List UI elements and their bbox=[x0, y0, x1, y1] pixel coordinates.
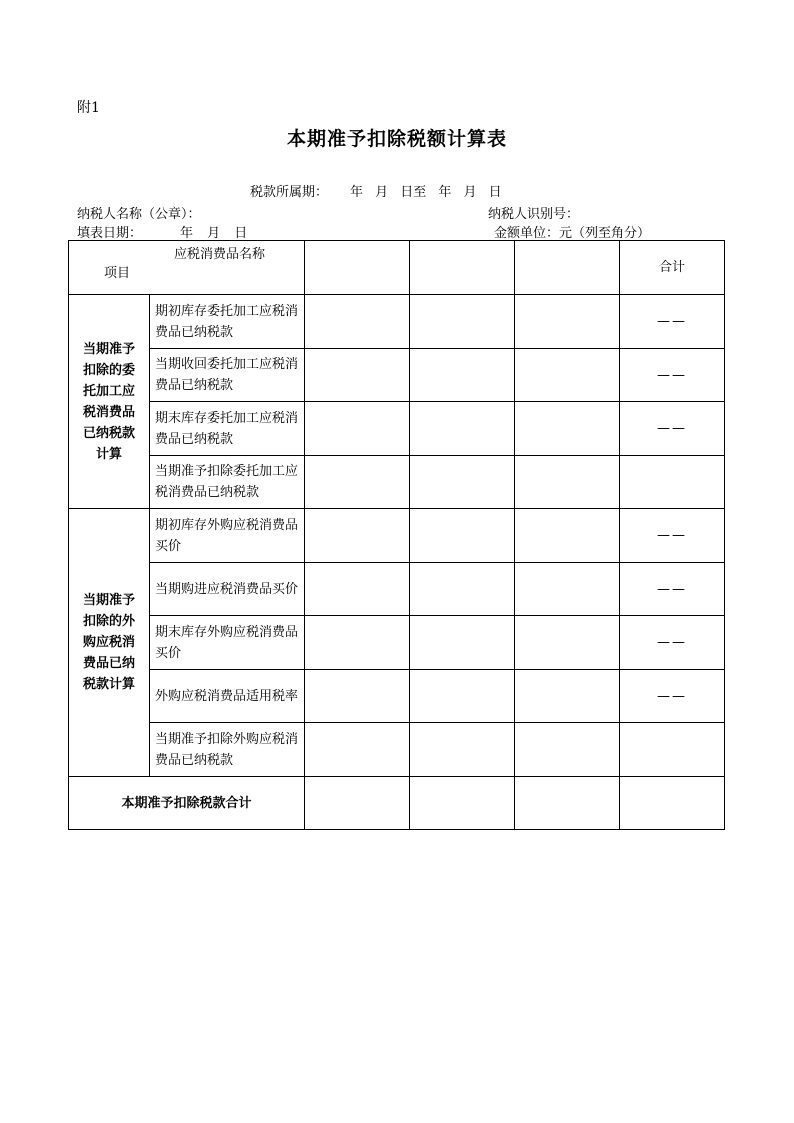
table-row bbox=[69, 456, 725, 509]
amount-unit: 金额单位：元（列至角分） bbox=[494, 226, 651, 241]
value-cell[interactable] bbox=[515, 616, 620, 670]
row-label: 期初库存委托加工应税消费品已纳税款 bbox=[150, 295, 305, 349]
value-cell[interactable] bbox=[305, 670, 410, 723]
tax-period-value: 年 月 日至 年 月 日 bbox=[350, 185, 502, 200]
fill-date-value: 年 月 日 bbox=[180, 226, 248, 241]
row-label: 期末库存委托加工应税消费品已纳税款 bbox=[150, 402, 305, 456]
value-cell[interactable] bbox=[515, 563, 620, 616]
grand-total-cell[interactable] bbox=[620, 777, 725, 830]
table-row bbox=[69, 616, 725, 670]
row-label: 外购应税消费品适用税率 bbox=[150, 670, 305, 723]
value-cell[interactable] bbox=[410, 402, 515, 456]
row-label: 当期准予扣除委托加工应税消费品已纳税款 bbox=[150, 456, 305, 509]
product-column-1-input[interactable] bbox=[305, 241, 410, 295]
total-cell: —— bbox=[620, 616, 725, 670]
product-column-3-input[interactable] bbox=[515, 241, 620, 295]
item-header: 项目 bbox=[104, 266, 131, 281]
value-cell[interactable] bbox=[305, 777, 410, 830]
value-cell[interactable] bbox=[515, 295, 620, 349]
total-cell[interactable] bbox=[620, 456, 725, 509]
table-row bbox=[69, 723, 725, 777]
value-cell[interactable] bbox=[515, 670, 620, 723]
value-cell[interactable] bbox=[410, 509, 515, 563]
group-label-entrusted: 当期准予扣除的委托加工应税消费品已纳税款计算 bbox=[69, 295, 150, 509]
total-cell: —— bbox=[620, 349, 725, 402]
value-cell[interactable] bbox=[305, 563, 410, 616]
product-column-2-input[interactable] bbox=[410, 241, 515, 295]
header-row bbox=[69, 241, 725, 295]
value-cell[interactable] bbox=[410, 456, 515, 509]
page-title: 本期准予扣除税额计算表 bbox=[286, 128, 507, 150]
total-cell: —— bbox=[620, 509, 725, 563]
table-row bbox=[69, 295, 725, 349]
grand-total-row bbox=[69, 777, 725, 830]
total-cell: —— bbox=[620, 670, 725, 723]
table-row bbox=[69, 349, 725, 402]
grand-total-label: 本期准予扣除税款合计 bbox=[69, 777, 305, 830]
value-cell[interactable] bbox=[410, 295, 515, 349]
value-cell[interactable] bbox=[305, 509, 410, 563]
value-cell[interactable] bbox=[305, 723, 410, 777]
row-label: 期初库存外购应税消费品买价 bbox=[150, 509, 305, 563]
value-cell[interactable] bbox=[305, 295, 410, 349]
taxpayer-id-label: 纳税人识别号： bbox=[488, 207, 580, 222]
value-cell[interactable] bbox=[305, 349, 410, 402]
row-label: 当期准予扣除外购应税消费品已纳税款 bbox=[150, 723, 305, 777]
value-cell[interactable] bbox=[410, 723, 515, 777]
value-cell[interactable] bbox=[410, 563, 515, 616]
row-label: 当期购进应税消费品买价 bbox=[150, 563, 305, 616]
value-cell[interactable] bbox=[515, 402, 620, 456]
tax-period-label: 税款所属期： bbox=[250, 185, 329, 200]
value-cell[interactable] bbox=[515, 777, 620, 830]
total-cell[interactable] bbox=[620, 723, 725, 777]
fill-date-label: 填表日期： bbox=[77, 226, 143, 241]
product-name-header: 应税消费品名称 bbox=[174, 247, 266, 262]
total-cell: —— bbox=[620, 563, 725, 616]
appendix-label: 附1 bbox=[77, 100, 100, 116]
value-cell[interactable] bbox=[515, 456, 620, 509]
header-diagonal-cell bbox=[69, 241, 305, 295]
value-cell[interactable] bbox=[515, 723, 620, 777]
value-cell[interactable] bbox=[410, 616, 515, 670]
row-label: 期末库存外购应税消费品买价 bbox=[150, 616, 305, 670]
taxpayer-name-label: 纳税人名称（公章）： bbox=[77, 207, 201, 222]
total-cell: —— bbox=[620, 402, 725, 456]
group-label-purchased: 当期准予扣除的外购应税消费品已纳税款计算 bbox=[69, 509, 150, 777]
total-cell: —— bbox=[620, 295, 725, 349]
value-cell[interactable] bbox=[515, 509, 620, 563]
value-cell[interactable] bbox=[305, 616, 410, 670]
value-cell[interactable] bbox=[305, 402, 410, 456]
deduction-table bbox=[68, 240, 725, 830]
total-header: 合计 bbox=[620, 241, 725, 295]
value-cell[interactable] bbox=[410, 349, 515, 402]
table-row bbox=[69, 402, 725, 456]
value-cell[interactable] bbox=[515, 349, 620, 402]
value-cell[interactable] bbox=[410, 670, 515, 723]
value-cell[interactable] bbox=[305, 456, 410, 509]
table-row bbox=[69, 563, 725, 616]
value-cell[interactable] bbox=[410, 777, 515, 830]
row-label: 当期收回委托加工应税消费品已纳税款 bbox=[150, 349, 305, 402]
table-row bbox=[69, 670, 725, 723]
table-row bbox=[69, 509, 725, 563]
